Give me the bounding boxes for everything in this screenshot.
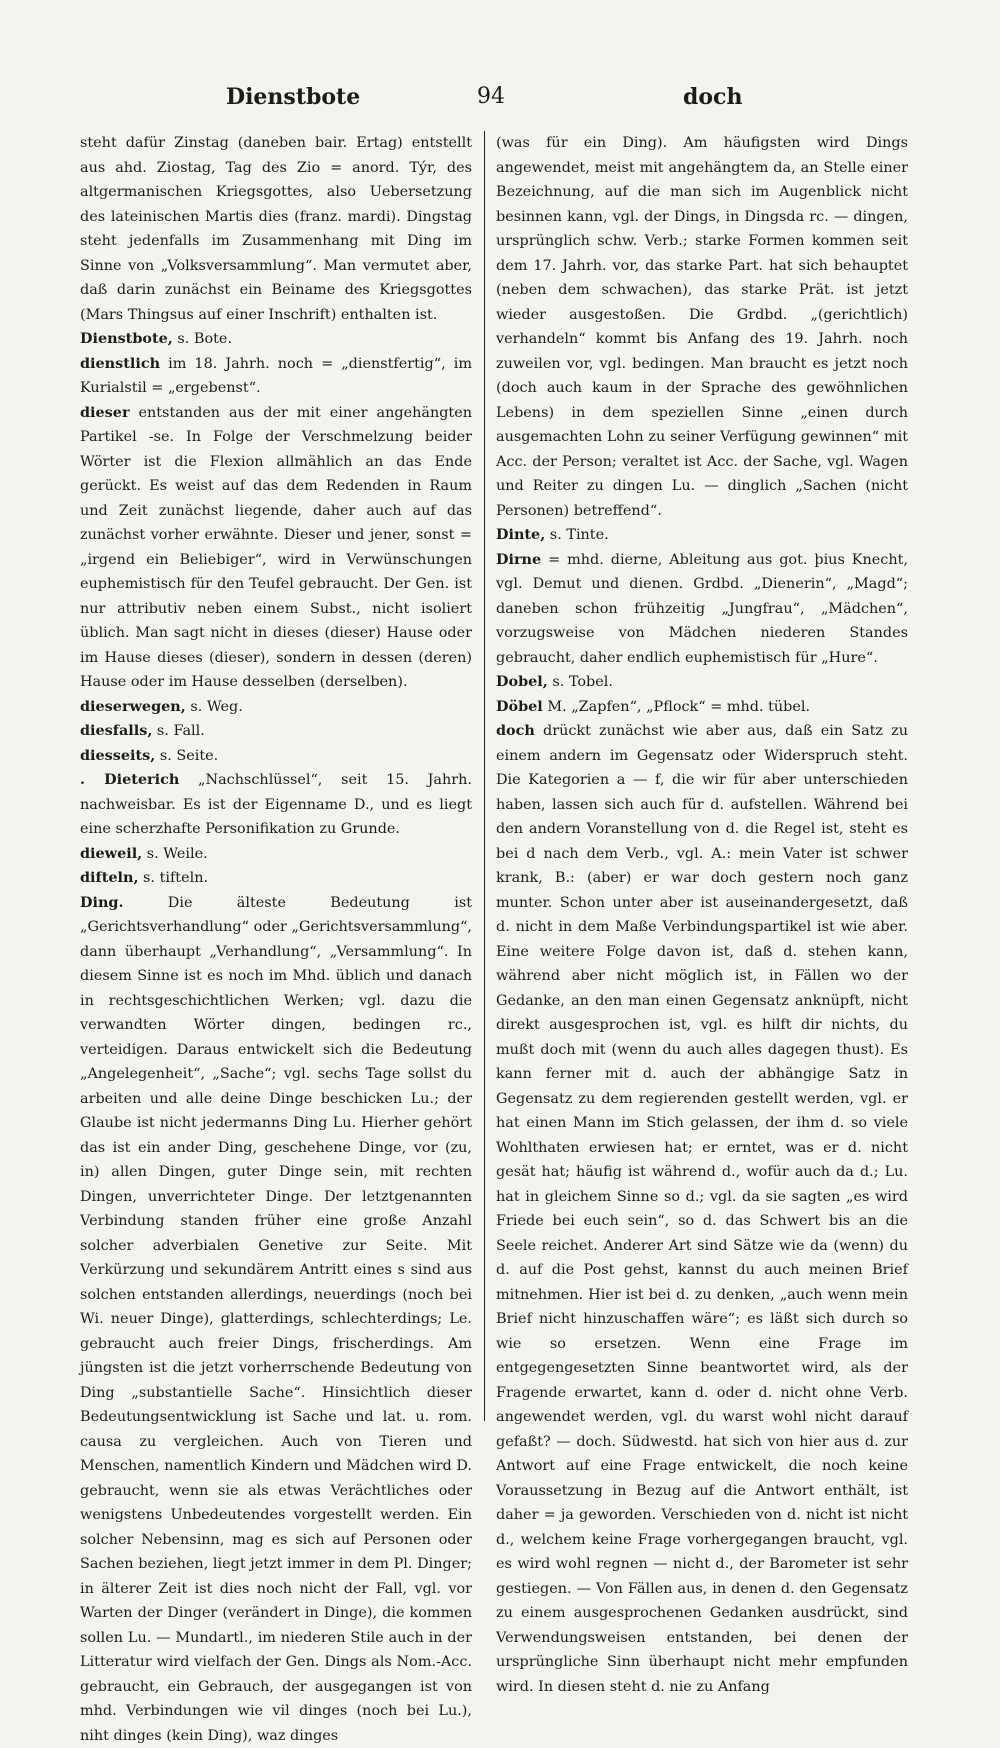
entry-text: entstanden aus der mit einer angehängten Partikel -se. In Folge der Verschmelzung beider Wörter ist die Flexion allmählich an das Ende gerückt. Es weist auf das dem Redenden in Raum und Zeit zunächst liegende, daher auch auf das zunächst vorher erwähnte. Dieser und jener, sonst = „irgend ein Beliebiger“, wird in Verwünschungen euphemistisch für den Teufel gebraucht. Der Gen. ist nur attributiv neben einem Subst., nicht isoliert üblich. Man sagt nicht in dieses (dieser) Hause oder im Hause dieses (dieser), sondern in dessen (deren) Hause oder im Hause desselben (derselben). (80, 405, 472, 691)
entry-text: im 18. Jahrh. noch = „dienstfertig“, im Kurialstil = „ergebenst“. (80, 356, 472, 397)
entry-headword: diesseits, (80, 747, 155, 764)
dictionary-entry (496, 131, 908, 523)
dictionary-entry (80, 131, 472, 327)
entry-headword: dieser (80, 404, 130, 421)
entry-headword: Dirne (496, 551, 541, 568)
dictionary-entry (80, 719, 472, 744)
entry-text: „Nachschlüssel“, seit 15. Jahrh. nachweisbar. Es ist der Eigenname D., und es liegt eine scherzhafte Personifikation zu Grunde. (80, 772, 472, 837)
right-column (496, 131, 908, 1436)
entry-headword: Dobel, (496, 673, 548, 690)
entry-headword: difteln, (80, 869, 138, 886)
column-divider (484, 131, 485, 1421)
dictionary-entry (496, 719, 908, 1699)
entry-headword: doch (496, 722, 535, 739)
entry-text: s. Tinte. (545, 527, 608, 543)
entry-text: Die älteste Bedeutung ist „Gerichtsverhandlung“ oder „Gerichtsversammlung“, dann überhaupt „Verhandlung“, „Versammlung“. In diesem Sinne ist es noch im Mhd. üblich und danach in rechtsgeschichtlichen Werken; vgl. dazu die verwandten Wörter dingen, bedingen rc., verteidigen. Daraus entwickelt sich die Bedeutung „Angelegenheit“, „Sache“; vgl. sechs Tage sollst du arbeiten und alle deine Dinge beschicken Lu.; der Glaube ist nicht jedermanns Ding Lu. Hierher gehört das ist ein ander Ding, geschehene Dinge, vor (zu, in) allen Dingen, guter Dinge sein, mit rechten Dingen, unverrichteter Dinge. Der letztgenannten Verbindung standen früher eine große Anzahl solcher adverbialen Genetive zur Seite. Mit Verkürzung und sekundärem Antritt eines s sind aus solchen entstanden allerdings, neuerdings (noch bei Wi. neuer Dinge), glatterdings, schlechterdings; Le. gebraucht auch freier Dings, frischerdings. Am jüngsten ist die jetzt vorherrschende Bedeutung von Ding „substantielle Sache“. Hinsichtlich dieser Bedeutungsentwicklung ist Sache und lat. u. rom. causa zu vergleichen. Auch von Tieren und Menschen, namentlich Kindern und Mädchen wird D. gebraucht, wenn sie als etwas Verächtliches oder wenigstens Unbedeutendes vorgestellt werden. Ein solcher Nebensinn, mag es sich auf Personen oder Sachen beziehen, liegt jetzt immer in dem Pl. Dinger; in älterer Zeit ist dies noch nicht der Fall, vgl. vor Warten der Dinger (verändert in Dinge), die kommen sollen Lu. — Mundartl., im niederen Stile auch in der Litteratur wird vielfach der Gen. Dings als Nom.-Acc. gebraucht, ein Gebrauch, der ausgegangen ist von mhd. Verbindungen wie vil dinges (noch bei Lu.), niht dinges (kein Ding), waz dinges (80, 895, 472, 1744)
entry-headword: . Dieterich (80, 771, 179, 788)
entry-text: s. Tobel. (548, 674, 613, 690)
entry-text: s. tifteln. (138, 870, 208, 886)
entry-text: s. Weile. (142, 846, 208, 862)
dictionary-entry (496, 523, 908, 548)
dictionary-entry (80, 744, 472, 769)
dictionary-entry (80, 768, 472, 842)
entry-text: steht dafür Zinstag (daneben bair. Ertag) entstellt aus ahd. Ziostag, Tag des Zio = anord. Týr, des altgermanischen Kriegsgottes, also Uebersetzung des lateinischen Martis dies (franz. mardi). Dingstag steht jedenfalls im Zusammenhang mit Ding im Sinne von „Volksversammlung“. Man vermutet aber, daß darin zunächst ein Beiname des Kriegsgottes (Mars Thingsus auf einer Inschrift) enthalten ist. (80, 135, 472, 323)
left-column (80, 131, 472, 1436)
dictionary-entry (80, 401, 472, 695)
dictionary-entry (80, 327, 472, 352)
entry-text: M. „Zapfen“, „Pflock“ = mhd. tübel. (543, 699, 810, 715)
dictionary-entry (80, 842, 472, 867)
entry-headword: dienstlich (80, 355, 160, 372)
entry-headword: dieserwegen, (80, 698, 186, 715)
page-number: 94 (477, 84, 505, 109)
entry-headword: Dienstbote, (80, 330, 173, 347)
entry-text: s. Weg. (186, 699, 243, 715)
dictionary-entry (496, 670, 908, 695)
right-running-head: doch (683, 84, 742, 110)
dictionary-entry (80, 866, 472, 891)
dictionary-entry (496, 695, 908, 720)
entry-headword: Ding. (80, 894, 123, 911)
dictionary-entry (80, 891, 472, 1748)
page-header (0, 84, 1000, 118)
entry-text: s. Fall. (152, 723, 204, 739)
entry-headword: Döbel (496, 698, 543, 715)
entry-headword: dieweil, (80, 845, 142, 862)
entry-text: = mhd. dierne, Ableitung aus got. þius Knecht, vgl. Demut und dienen. Grdbd. „Dienerin“, „Magd“; daneben schon frühzeitig „Jungfrau“, „Mädchen“, vorzugsweise von Mädchen niederen Standes gebraucht, daher endlich euphemistisch für „Hure“. (496, 552, 908, 666)
entry-text: (was für ein Ding). Am häufigsten wird Dings angewendet, meist mit angehängtem da, an Stelle einer Bezeichnung, auf die man sich im Augenblick nicht besinnen kann, vgl. der Dings, in Dingsda rc. — dingen, ursprünglich schw. Verb.; starke Formen kommen seit dem 17. Jahrh. vor, das starke Part. hat sich behauptet (neben dem schwachen), das starke Prät. ist jetzt wieder ausgestoßen. Die Grdbd. „(gerichtlich) verhandeln“ kommt bis Anfang des 19. Jahrh. noch zuweilen vor, vgl. bedingen. Man braucht es jetzt noch (doch auch kaum in der Sprache des gewöhnlichen Lebens) in dem speziellen Sinne „einen durch ausgemachten Lohn zu seiner Verfügung gewinnen“ mit Acc. der Person; veraltet ist Acc. der Sache, vgl. Wagen und Reiter zu dingen Lu. — dinglich „Sachen (nicht Personen) betreffend“. (496, 135, 908, 519)
entry-headword: Dinte, (496, 526, 545, 543)
dictionary-entry (496, 548, 908, 671)
left-running-head: Dienstbote (226, 84, 360, 110)
dictionary-entry (80, 352, 472, 401)
dictionary-entry (80, 695, 472, 720)
entry-text: drückt zunächst wie aber aus, daß ein Satz zu einem andern im Gegensatz oder Widerspruch steht. Die Kategorien a — f, die wir für aber unterschieden haben, lassen sich auch für d. aufstellen. Während bei den andern Voranstellung von d. die Regel ist, steht es bei d nach dem Verb., vgl. A.: mein Vater ist schwer krank, B.: (aber) er war doch gestern noch ganz munter. Schon unter aber ist auseinandergesetzt, daß d. nicht in dem Maße Verbindungspartikel ist wie aber. Eine weitere Folge davon ist, daß d. stehen kann, während aber nicht möglich ist, in Fällen wo der Gedanke, an den man einen Gegensatz anknüpft, nicht direkt ausgesprochen ist, vgl. es hilft dir nichts, du mußt doch mit (wenn du auch alles dagegen thust). Es kann ferner mit d. auch der abhängige Satz in Gegensatz zu dem regierenden gestellt werden, vgl. er hat einen Mann im Stich gelassen, der ihm d. so viele Wohlthaten erwiesen hat; er erntet, was er d. nicht gesät hat; häufig ist während d., wofür auch da d.; Lu. hat in gleichem Sinne so d.; vgl. da sie sagten „es wird Friede bei euch sein“, so d. das Schwert bis an die Seele reichet. Anderer Art sind Sätze wie da (wenn) du d. auf die Post gehst, kannst du auch meinen Brief mitnehmen. Hier ist bei d. zu denken, „auch wenn mein Brief nicht hinzuschaffen wäre“; es läßt sich durch so wie so ersetzen. Wenn eine Frage im entgegengesetzten Sinne beantwortet wird, als der Fragende erwartet, kann d. oder d. nicht ohne Verb. angewendet werden, vgl. du warst wohl nicht darauf gefaßt? — doch. Südwestd. hat sich von hier aus d. zur Antwort auf eine Frage entwickelt, die noch keine Voraussetzung in Bezug auf die Antwort enthält, ist daher = ja geworden. Verschieden von d. nicht ist nicht d., welchem keine Frage vorhergegangen braucht, vgl. es wird wohl regnen — nicht d., der Barometer ist sehr gestiegen. — Von Fällen aus, in denen d. den Gegensatz zu einem ausgesprochenen Gedanken ausdrückt, sind Verwendungsweisen entstanden, bei denen der ursprüngliche Sinn überhaupt nicht mehr empfunden wird. In diesen steht d. nie zu Anfang (496, 723, 908, 1695)
entry-headword: diesfalls, (80, 722, 152, 739)
entry-text: s. Seite. (155, 748, 218, 764)
entry-text: s. Bote. (173, 331, 232, 347)
